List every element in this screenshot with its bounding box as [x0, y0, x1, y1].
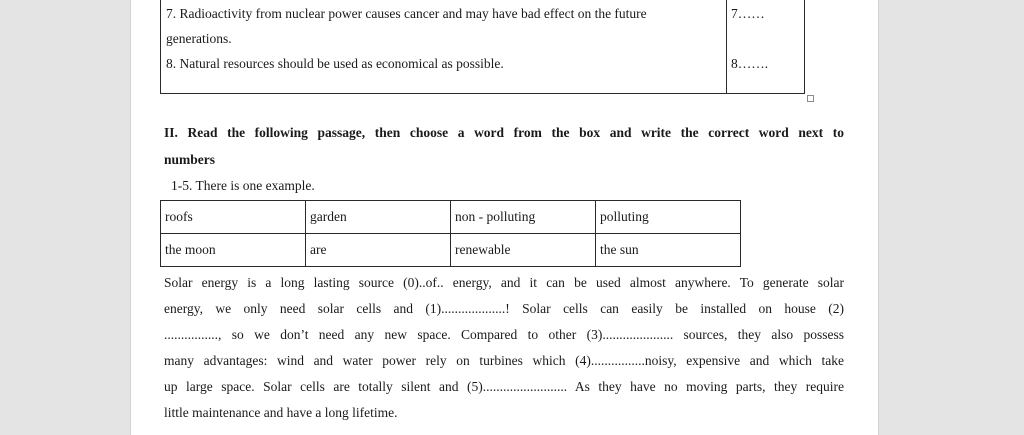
passage-line: energy, we only need solar cells and (1)...................! Solar cells can easily be installed on house (2) [164, 301, 844, 316]
word-cell: garden [306, 201, 451, 234]
word-cell: the moon [161, 234, 306, 267]
word-box-row [161, 201, 741, 234]
word-box-row [161, 234, 741, 267]
table-anchor-icon [807, 95, 814, 102]
word-cell: polluting [596, 201, 741, 234]
question-7-line1: 7. Radioactivity from nuclear power causes cancer and may have bad effect on the future [166, 6, 647, 21]
word-cell: the sun [596, 234, 741, 267]
answer-8: 8……. [731, 56, 769, 71]
word-cell: renewable [451, 234, 596, 267]
table-divider [726, 0, 727, 93]
passage-line: little maintenance and have a long lifetime. [164, 405, 398, 420]
question-8: 8. Natural resources should be used as economical as possible. [166, 56, 504, 71]
answer-7: 7…… [731, 6, 765, 21]
word-cell: roofs [161, 201, 306, 234]
passage-line: Solar energy is a long lasting source (0)..of.. energy, and it can be used almost anywhere. To generate solar [164, 275, 844, 290]
instruction: 1-5. There is one example. [171, 178, 315, 193]
section-heading-line1: II. Read the following passage, then choose a word from the box and write the correct word next to [164, 125, 844, 140]
section-heading-line2: numbers [164, 152, 216, 167]
word-cell: non - polluting [451, 201, 596, 234]
passage-line: ................, so we don’t need any new space. Compared to other (3)..................... sources, they also possess [164, 327, 844, 342]
passage-line: up large space. Solar cells are totally silent and (5)......................... As they have no moving parts, they require [164, 379, 844, 394]
passage-line: many advantages: wind and water power rely on turbines which (4)................noisy, expensive and which take [164, 353, 844, 368]
word-box [160, 200, 741, 267]
question-7-line2: generations. [166, 31, 232, 46]
word-cell: are [306, 234, 451, 267]
